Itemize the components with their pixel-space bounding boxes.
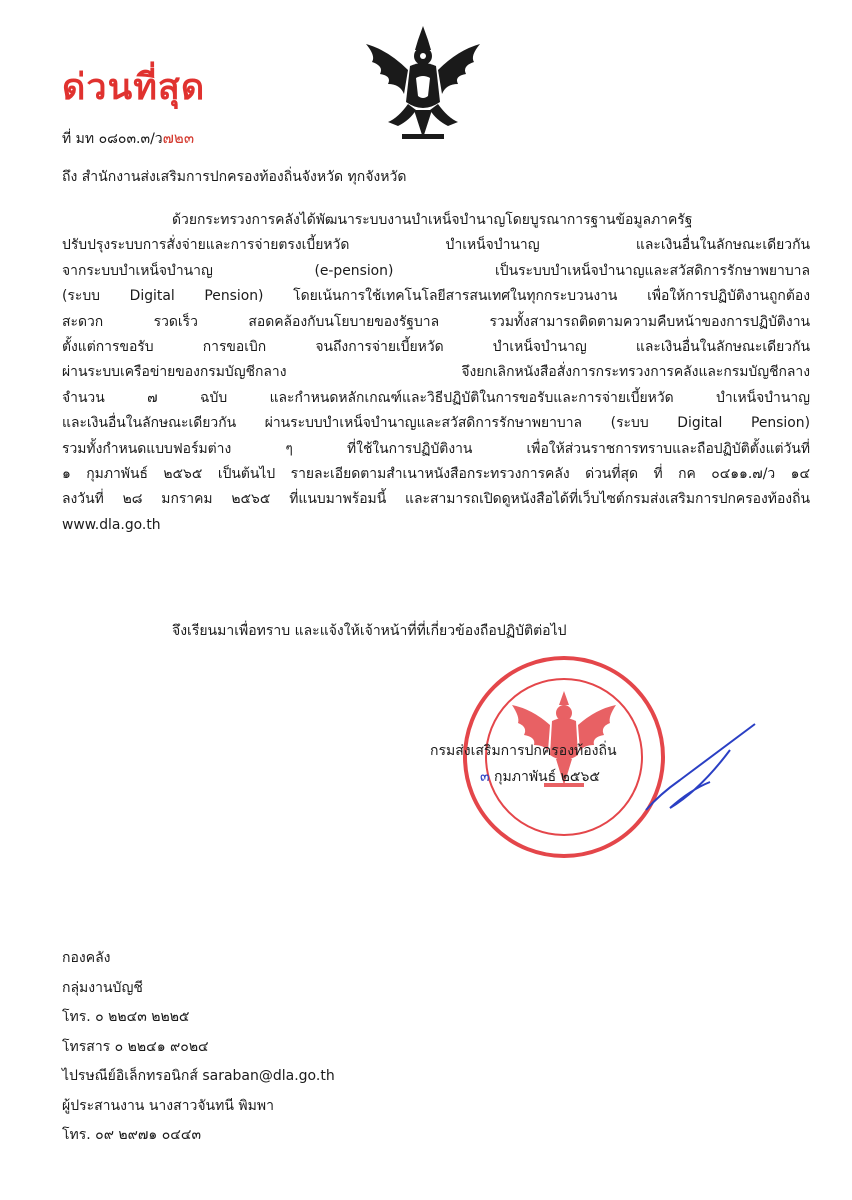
reference-prefix: ที่ มท ๐๘๐๓.๓/ว <box>62 131 163 147</box>
body-line: (ระบบ Digital Pension) โดยเน้นการใช้เทคโนโลยีสารสนเทศในทุกกระบวนงาน เพื่อให้การปฏิบัติงานถูกต้อง <box>62 288 810 305</box>
body-line-website: www.dla.go.th <box>62 516 161 533</box>
department: กองคลัง <box>62 950 111 966</box>
letter-body <box>62 208 810 538</box>
contact-block <box>62 944 335 1151</box>
work-group: กลุ่มงานบัญชี <box>62 979 143 996</box>
urgency-stamp: ด่วนที่สุด <box>62 67 206 108</box>
body-line: และเงินอื่นในลักษณะเดียวกัน ผ่านระบบบำเหน็จบำนาญและสวัสดิการรักษาพยาบาล (ระบบ Digital Pension) <box>62 415 810 432</box>
signing-date <box>480 766 600 788</box>
body-line: ลงวันที่ ๒๘ มกราคม ๒๕๖๕ ที่แนบมาพร้อมนี้ และสามารถเปิดดูหนังสือได้ที่เว็บไซต์กรมส่งเสริมการปกครองท้องถิ่น <box>62 491 810 508</box>
signing-date-day: ๓ <box>480 769 490 785</box>
reference-handwritten-number: ๗๒๓ <box>162 129 195 147</box>
body-line: ด้วยกระทรวงการคลังได้พัฒนาระบบงานบำเหน็จบำนาญโดยบูรณาการฐานข้อมูลภาครัฐ <box>172 212 693 228</box>
addressee-line: ถึง สำนักงานส่งเสริมการปกครองท้องถิ่นจังหวัด ทุกจังหวัด <box>62 169 407 185</box>
garuda-emblem-icon <box>358 22 488 150</box>
body-line: ตั้งแต่การขอรับ การขอเบิก จนถึงการจ่ายเบี้ยหวัด บำเหน็จบำนาญ และเงินอื่นในลักษณะเดียวกัน <box>62 339 810 356</box>
signature-scribble-icon <box>640 720 760 820</box>
body-line: รวมทั้งกำหนดแบบฟอร์มต่าง ๆ ที่ใช้ในการปฏิบัติงาน เพื่อให้ส่วนราชการทราบและถือปฏิบัติตั้งแต่วันที่ <box>62 440 810 457</box>
coordinator: ผู้ประสานงาน นางสาวจันทนี พิมพา <box>62 1097 274 1114</box>
body-line: ๑ กุมภาพันธ์ ๒๕๖๕ เป็นต้นไป รายละเอียดตามสำเนาหนังสือกระทรวงการคลัง ด่วนที่สุด ที่ กค ๐๔๑๑.๗/ว ๑๔ <box>62 466 810 483</box>
closing-line: จึงเรียนมาเพื่อทราบ และแจ้งให้เจ้าหน้าที่ที่เกี่ยวข้องถือปฏิบัติต่อไป <box>172 623 567 639</box>
body-line: จำนวน ๗ ฉบับ และกำหนดหลักเกณฑ์และวิธีปฏิบัติในการขอรับและการจ่ายเบี้ยหวัด บำเหน็จบำนาญ <box>62 389 810 406</box>
telephone: โทร. ๐ ๒๒๔๓ ๒๒๒๕ <box>62 1009 190 1025</box>
body-line: ผ่านระบบเครือข่ายของกรมบัญชีกลาง จึงยกเลิกหนังสือสั่งการกระทรวงการคลังและกรมบัญชีกลาง <box>62 364 810 381</box>
reference-number <box>62 126 194 150</box>
email: ไปรษณีย์อิเล็กทรอนิกส์ saraban@dla.go.th <box>62 1068 335 1084</box>
signing-organization: กรมส่งเสริมการปกครองท้องถิ่น <box>430 743 617 759</box>
body-line: ปรับปรุงระบบการสั่งจ่ายและการจ่ายตรงเบี้ยหวัด บำเหน็จบำนาญ และเงินอื่นในลักษณะเดียวกัน <box>62 237 810 254</box>
coordinator-telephone: โทร. ๐๙ ๒๙๗๑ ๐๔๔๓ <box>62 1127 202 1143</box>
signing-date-month-year: กุมภาพันธ์ ๒๕๖๕ <box>494 769 600 785</box>
fax: โทรสาร ๐ ๒๒๔๑ ๙๐๒๔ <box>62 1038 209 1055</box>
body-line: สะดวก รวดเร็ว สอดคล้องกับนโยบายของรัฐบาล รวมทั้งสามารถติดตามความคืบหน้าของการปฏิบัติงาน <box>62 313 810 330</box>
body-line: จากระบบบำเหน็จบำนาญ (e-pension) เป็นระบบบำเหน็จบำนาญและสวัสดิการรักษาพยาบาล <box>62 262 810 279</box>
